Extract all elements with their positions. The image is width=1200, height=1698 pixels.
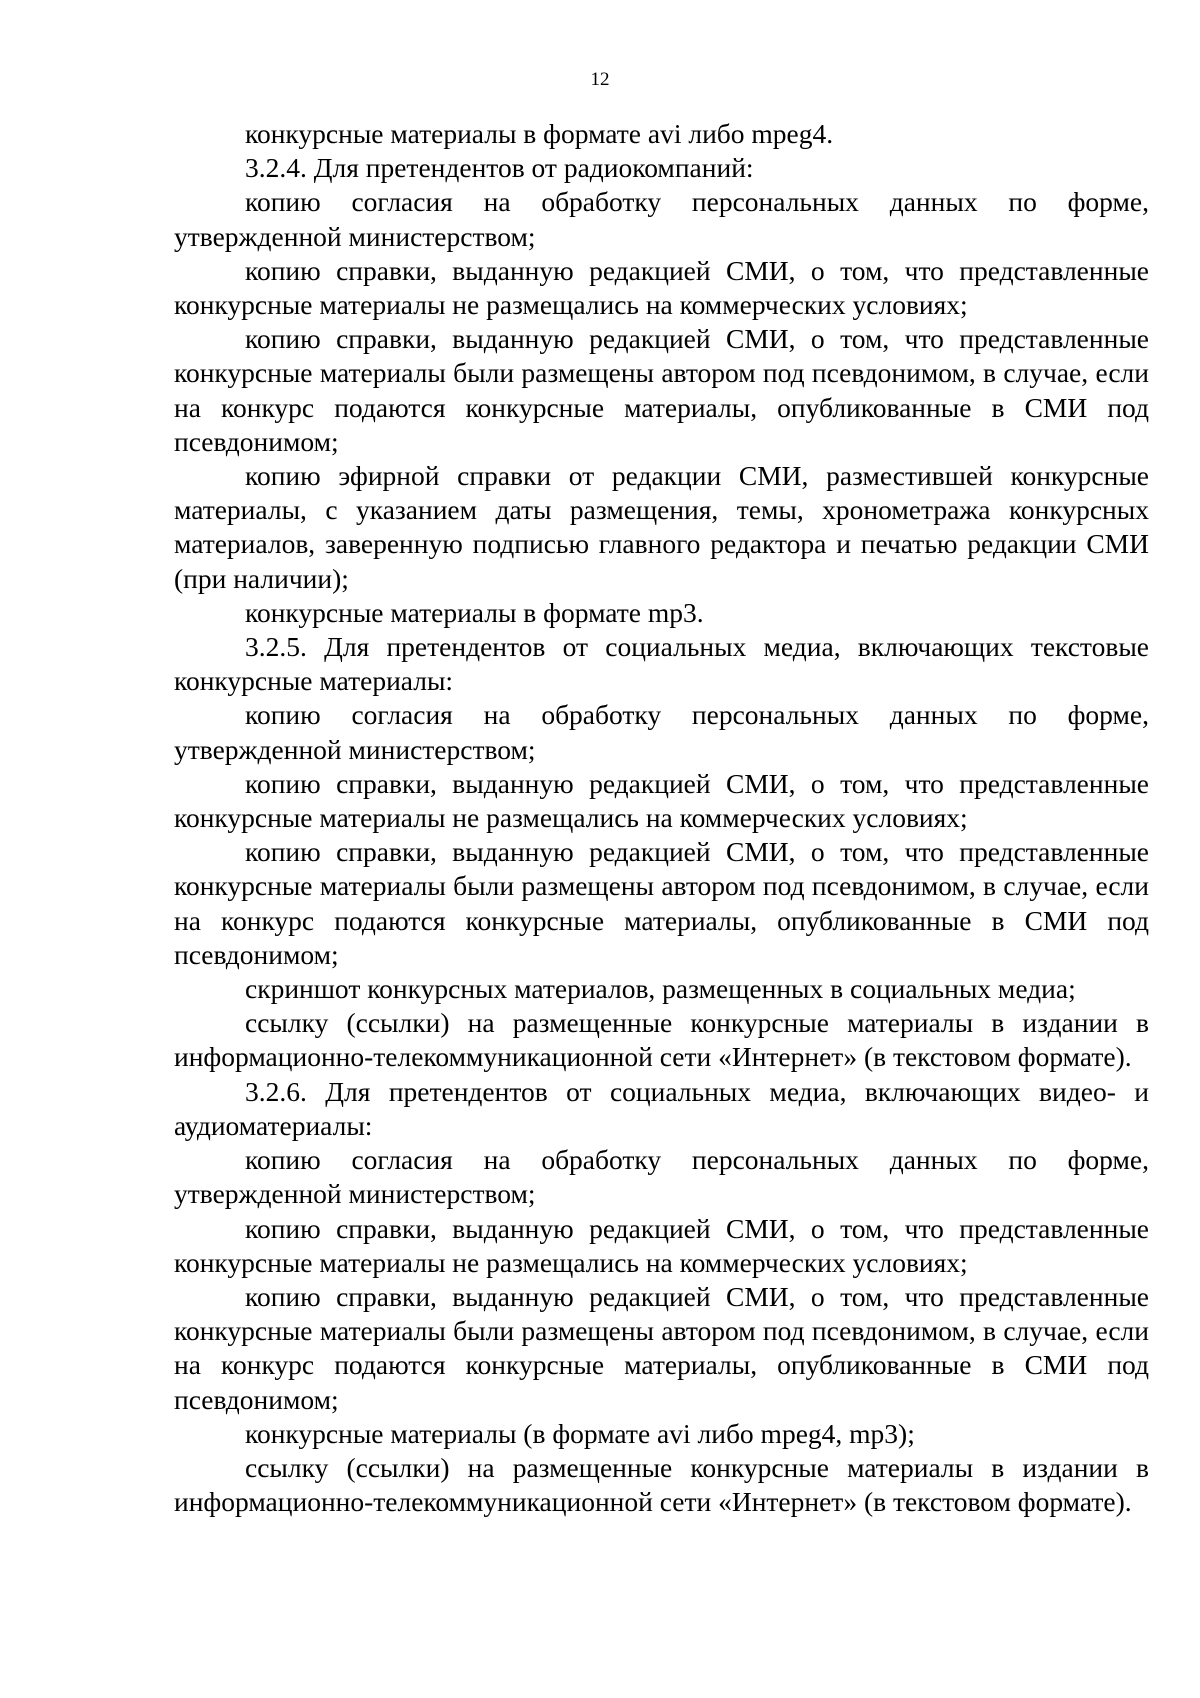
paragraph: копию согласия на обработку персональных данных по форме, утвержденной министерством;: [174, 1144, 1149, 1210]
paragraph: копию эфирной справки от редакции СМИ, разместившей конкурсные материалы, с указанием даты размещения, темы, хронометража конкурсных материалов, заверенную подписью главного редактора и печатью редакции СМИ (при наличии);: [174, 460, 1149, 594]
paragraph: копию справки, выданную редакцией СМИ, о том, что представленные конкурсные материалы не размещались на коммерческих условиях;: [174, 254, 1149, 321]
section-heading: 3.2.4. Для претендентов от радиокомпаний:: [245, 152, 754, 184]
paragraph: конкурсные материалы в формате mp3.: [245, 596, 704, 628]
paragraph: конкурсные материалы (в формате avi либо mpeg4, mp3);: [245, 1417, 915, 1449]
section-heading: 3.2.6. Для претендентов от социальных медиа, включающих видео- и аудиоматериалы:: [174, 1075, 1149, 1141]
paragraph: копию согласия на обработку персональных данных по форме, утвержденной министерством;: [174, 186, 1149, 252]
paragraph: конкурсные материалы в формате avi либо mpeg4.: [245, 118, 834, 149]
document-body: [174, 117, 1149, 1519]
paragraph: копию справки, выданную редакцией СМИ, о том, что представленные конкурсные материалы не размещались на коммерческих условиях;: [174, 1212, 1149, 1278]
paragraph: копию справки, выданную редакцией СМИ, о том, что представленные конкурсные материалы были размещены автором под псевдонимом, в случае, если на конкурс подаются конкурсные материалы, опубликованные в СМИ под псевдонимом;: [174, 836, 1149, 970]
paragraph: ссылку (ссылки) на размещенные конкурсные материалы в издании в информационно-телекоммуникационной сети «Интернет» (в текстовом формате).: [174, 1007, 1149, 1073]
paragraph: копию согласия на обработку персональных данных по форме, утвержденной министерством;: [174, 699, 1149, 765]
paragraph: ссылку (ссылки) на размещенные конкурсные материалы в издании в информационно-телекоммуникационной сети «Интернет» (в текстовом формате).: [174, 1451, 1149, 1518]
paragraph: скриншот конкурсных материалов, размещенных в социальных медиа;: [245, 973, 1076, 1005]
section-heading: 3.2.5. Для претендентов от социальных медиа, включающих текстовые конкурсные материалы:: [174, 631, 1149, 697]
paragraph: копию справки, выданную редакцией СМИ, о том, что представленные конкурсные материалы были размещены автором под псевдонимом, в случае, если на конкурс подаются конкурсные материалы, опубликованные в СМИ под псевдонимом;: [174, 323, 1149, 457]
paragraph: копию справки, выданную редакцией СМИ, о том, что представленные конкурсные материалы были размещены автором под псевдонимом, в случае, если на конкурс подаются конкурсные материалы, опубликованные в СМИ под псевдонимом;: [174, 1280, 1149, 1415]
page-number: 12: [590, 69, 610, 90]
paragraph: копию справки, выданную редакцией СМИ, о том, что представленные конкурсные материалы не размещались на коммерческих условиях;: [174, 767, 1149, 834]
